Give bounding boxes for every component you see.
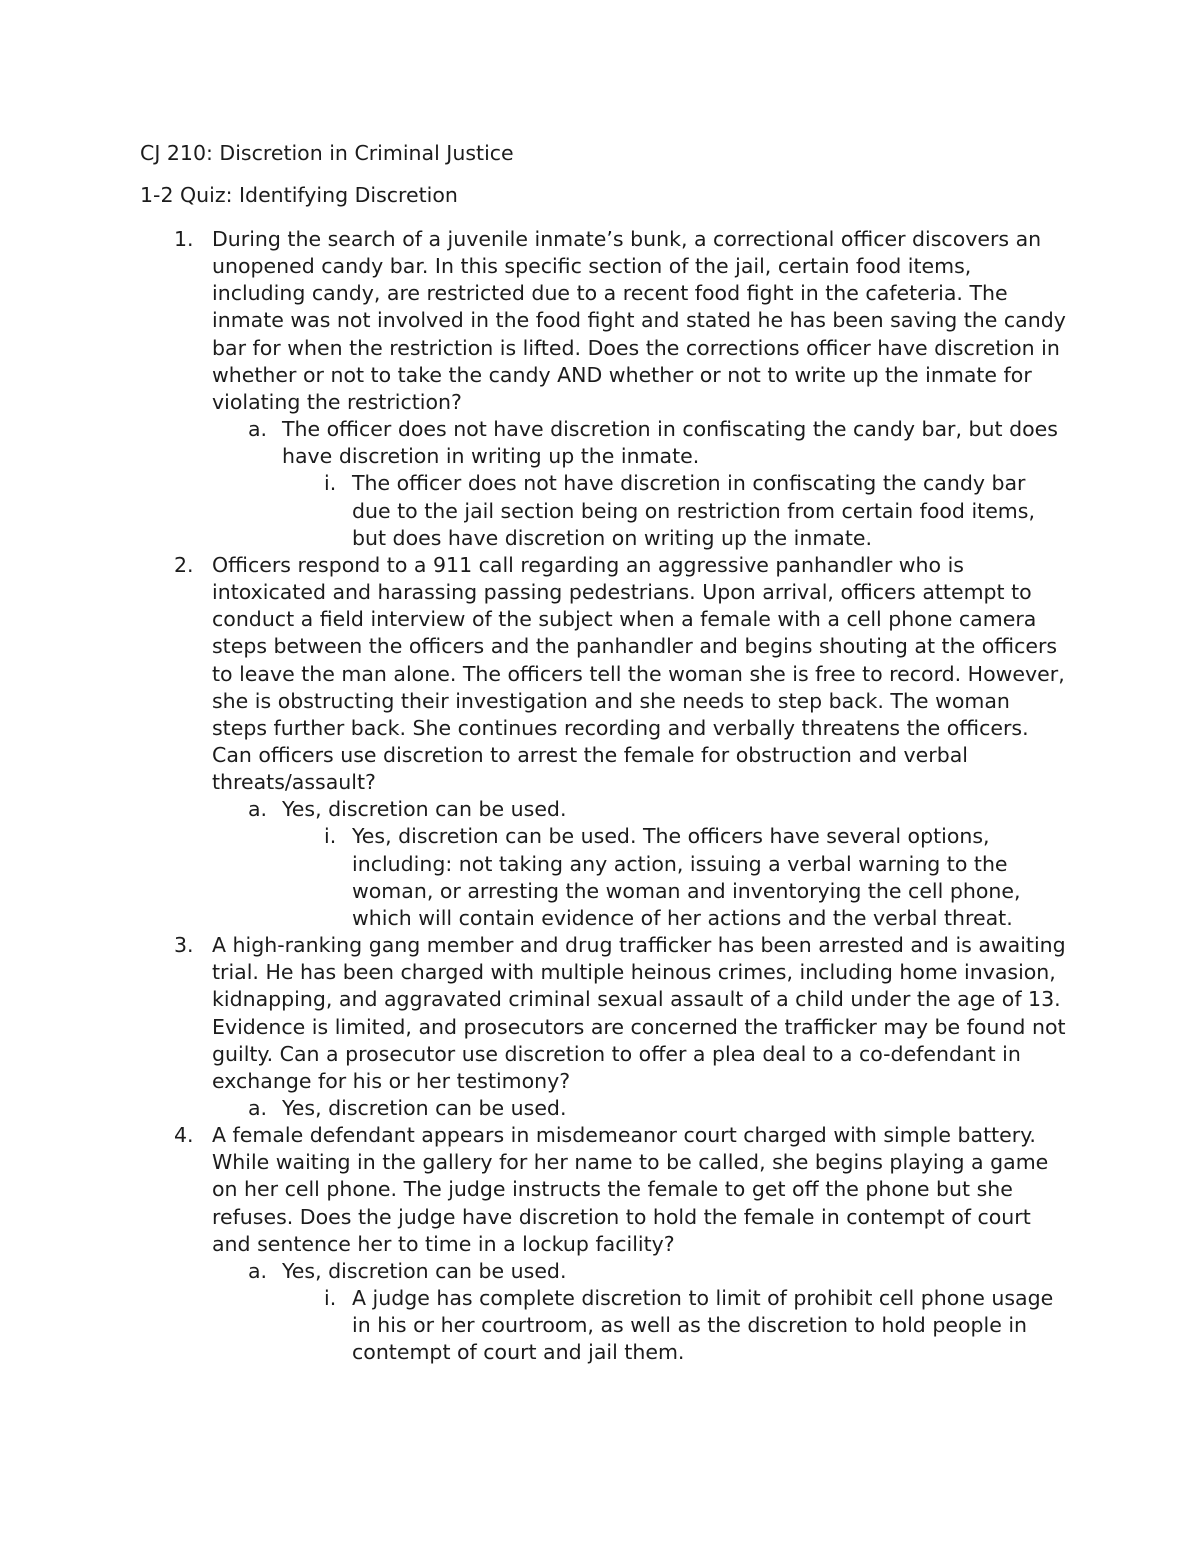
answer-letter: a.	[248, 1258, 268, 1283]
answer-text: Yes, discretion can be used.	[282, 1096, 567, 1120]
question-item	[140, 932, 1070, 1122]
answer-letter: a.	[248, 797, 268, 822]
answer-letter: a.	[248, 1096, 268, 1120]
course-title: CJ 210: Discretion in Criminal Justice	[140, 141, 514, 165]
answer-item	[212, 1095, 1070, 1122]
quiz-title: 1-2 Quiz: Identifying Discretion	[140, 183, 458, 207]
answer-letter: a.	[248, 417, 268, 442]
answer-text: The officer does not have discretion in confiscating the candy bar, but does have discretion in writing up the inmate.	[282, 417, 1058, 469]
explanation-item	[282, 823, 1070, 932]
question-text: Officers respond to a 911 call regarding an aggressive panhandler who is intoxicated and harassing passing pedestrians. Upon arrival, officers attempt to conduct a field interview of the subject when a female with a cell phone camera steps between the officers and the panhandler and begins shouting at the officers to leave the man alone. The officers tell the woman she is free to record. However, she is obstructing their investigation and she needs to step back. The woman steps further back. She continues recording and verbally threatens the officers. Can officers use discretion to arrest the female for obstruction and verbal threats/assault?	[212, 552, 1065, 795]
question-text: A high-ranking gang member and drug trafficker has been arrested and is awaiting trial. He has been charged with multiple heinous crimes, including home invasion, kidnapping, and aggravated criminal sexual assault of a child under the age of 13. Evidence is limited, and prosecutors are concerned the trafficker may be found not guilty. Can a prosecutor use discretion to offer a plea deal to a co-defendant in exchange for his or her testimony?	[212, 933, 1066, 1093]
answer-item	[212, 1258, 1070, 1367]
question-item	[140, 1122, 1070, 1366]
question-number: 2.	[174, 552, 194, 577]
question-list	[140, 226, 1070, 1367]
explanation-text: A judge has complete discretion to limit of prohibit cell phone usage in his or her courtroom, as well as the discretion to hold people in contempt of court and jail them.	[352, 1286, 1054, 1365]
answer-text: Yes, discretion can be used.	[282, 797, 567, 822]
explanation-text: The officer does not have discretion in confiscating the candy bar due to the jail section being on restriction from certain food items, but does have discretion on writing up the inmate.	[352, 471, 1035, 550]
explanation-marker: i.	[324, 824, 337, 849]
question-item	[140, 552, 1070, 932]
question-text: During the search of a juvenile inmate’s bunk, a correctional officer discovers an unopened candy bar. In this specific section of the jail, certain food items, including candy, are restricted due to a recent food fight in the cafeteria. The inmate was not involved in the food fight and stated he has been saving the candy bar for when the restriction is lifted. Does the corrections officer have discretion in whether or not to take the candy AND whether or not to write up the inmate for violating the restriction?	[212, 227, 1066, 414]
question-number: 3.	[174, 933, 194, 958]
explanation-item	[282, 1285, 1070, 1366]
explanation-text: Yes, discretion can be used. The officers have several options, including: not taking any action, issuing a verbal warning to the woman, or arresting the woman and inventorying the cell phone, which will contain evidence of her actions and the verbal threat.	[352, 824, 1021, 930]
question-number: 4.	[174, 1123, 194, 1148]
explanation-item	[282, 470, 1070, 551]
question-text: A female defendant appears in misdemeanor court charged with simple battery. While waiting in the gallery for her name to be called, she begins playing a game on her cell phone. The judge instructs the female to get off the phone but she refuses. Does the judge have discretion to hold the female in contempt of court and sentence her to time in a lockup facility?	[212, 1123, 1049, 1256]
question-item	[140, 226, 1070, 552]
answer-text: Yes, discretion can be used.	[282, 1258, 567, 1283]
explanation-marker: i.	[324, 1286, 337, 1311]
answer-item	[212, 416, 1070, 552]
explanation-marker: i.	[324, 471, 337, 496]
question-number: 1.	[174, 227, 194, 251]
answer-item	[212, 796, 1070, 932]
